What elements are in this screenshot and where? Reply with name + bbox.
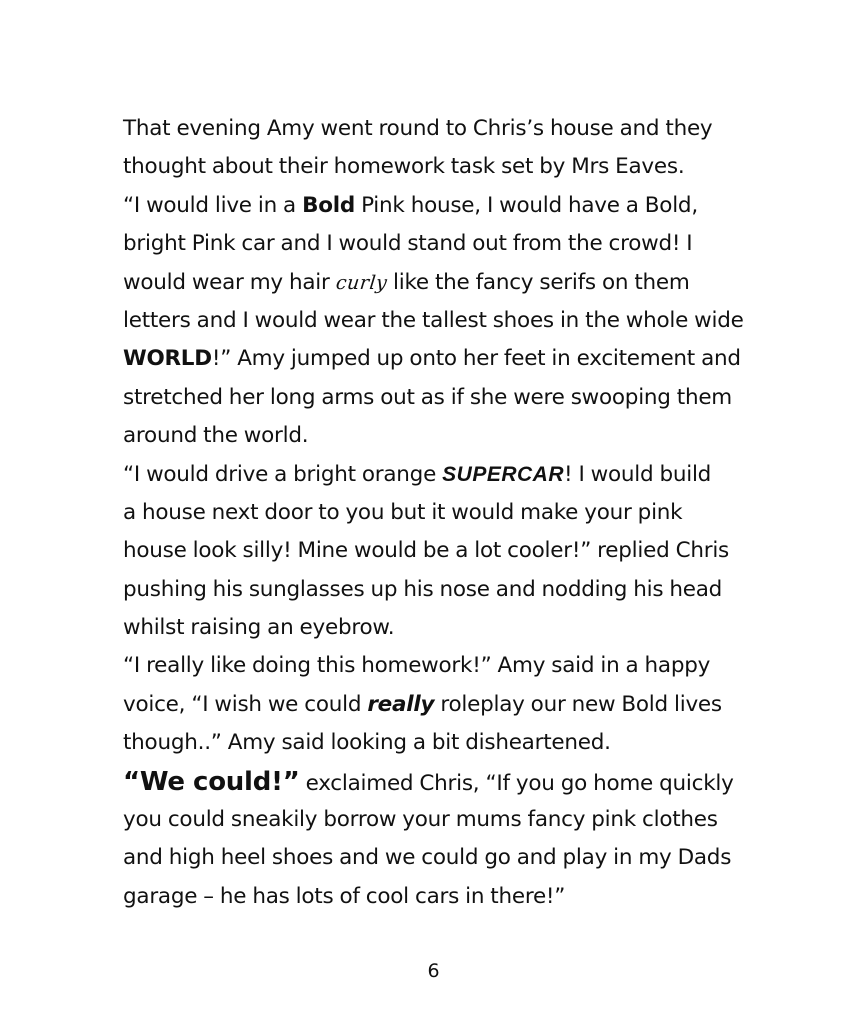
story-line: garage – he has lots of cool cars in there!” — [123, 883, 566, 909]
page-number: 6 — [427, 960, 440, 982]
story-line: though..” Amy said looking a bit disheartened. — [123, 730, 611, 756]
line-text: !” Amy jumped up onto her feet in excitement and — [211, 346, 741, 372]
story-line — [123, 763, 773, 801]
story-line: whilst raising an eyebrow. — [123, 615, 395, 641]
line-text: voice, “I wish we could — [123, 691, 368, 717]
line-text: would wear my hair — [123, 269, 336, 295]
story-line — [123, 456, 773, 494]
story-line: bright Pink car and I would stand out from the crowd! I — [123, 231, 693, 257]
curly-word: curly — [334, 271, 389, 294]
story-line: letters and I would wear the tallest shoes in the whole wide — [123, 307, 744, 333]
story-line — [123, 686, 773, 724]
story-line: pushing his sunglasses up his nose and nodding his head — [123, 576, 723, 602]
story-line: thought about their homework task set by Mrs Eaves. — [123, 154, 685, 180]
line-text: like the fancy serifs on them — [386, 269, 690, 295]
story-line: stretched her long arms out as if she were swooping them — [123, 384, 733, 410]
line-text: roleplay our new Bold lives — [434, 691, 722, 717]
supercar-word: SUPERCAR — [442, 462, 564, 486]
line-text: ! I would build — [564, 461, 712, 487]
line-text: “I would live in a — [123, 192, 303, 218]
line-text: “I would drive a bright orange — [123, 461, 443, 487]
bold-word: Bold — [302, 192, 355, 218]
world-word: WORLD — [123, 346, 212, 372]
story-line: and high heel shoes and we could go and play in my Dads — [123, 845, 732, 871]
line-text: exclaimed Chris, “If you go home quickly — [299, 770, 734, 796]
story-line: you could sneakily borrow your mums fancy pink clothes — [123, 807, 718, 833]
story-line — [123, 340, 773, 378]
really-word: really — [367, 691, 435, 717]
story-text — [123, 110, 773, 916]
story-line: “I really like doing this homework!” Amy said in a happy — [123, 653, 711, 679]
story-line: a house next door to you but it would make your pink — [123, 499, 683, 525]
story-line — [123, 187, 773, 225]
story-line: That evening Amy went round to Chris’s house and they — [123, 116, 713, 141]
story-line — [123, 264, 773, 302]
we-could-exclamation: “We could!” — [123, 766, 300, 797]
line-text: Pink house, I would have a Bold, — [354, 192, 698, 218]
story-line: around the world. — [123, 423, 309, 449]
story-line: house look silly! Mine would be a lot cooler!” replied Chris — [123, 538, 729, 564]
